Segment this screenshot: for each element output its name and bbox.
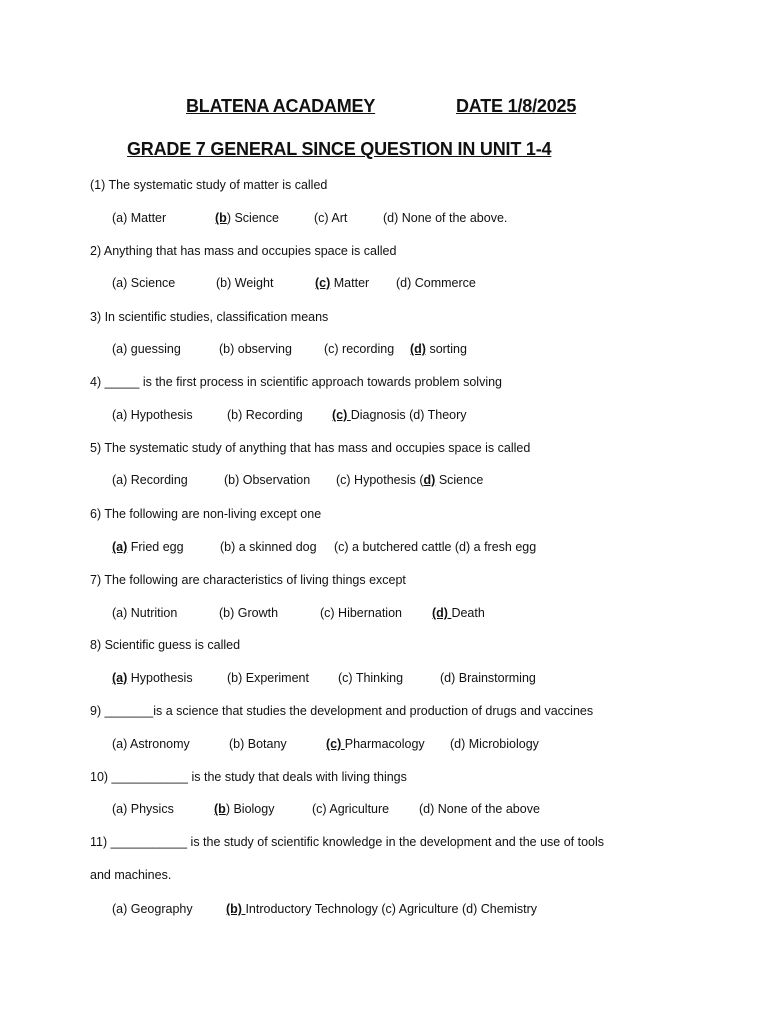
answer-option — [336, 473, 483, 487]
question-text: 5) The systematic study of anything that has mass and occupies space is called — [90, 441, 531, 455]
answer-option — [320, 606, 402, 620]
option-text: Introductory Technology (c) Agriculture (d) Chemistry — [245, 902, 537, 916]
answer-option — [112, 276, 175, 290]
exam-date: DATE 1/8/2025 — [456, 96, 577, 116]
answer-option — [219, 606, 278, 620]
answer-option — [112, 902, 193, 916]
option-text: sorting — [425, 342, 467, 356]
marked-answer-letter: (d) — [432, 606, 452, 620]
answer-option — [224, 473, 310, 487]
option-text: (c) Hibernation — [320, 606, 402, 620]
option-text: (b) a skinned dog — [220, 540, 317, 554]
marked-answer-letter: (c) — [326, 737, 345, 751]
answer-option — [112, 211, 166, 225]
option-text: Hypothesis — [127, 671, 193, 685]
option-text: Diagnosis (d) Theory — [350, 408, 467, 422]
answer-option — [419, 802, 540, 816]
option-text: (d) Brainstorming — [440, 671, 536, 685]
answer-option — [334, 540, 536, 554]
option-text: (c) a butchered cattle (d) a fresh egg — [334, 540, 537, 554]
option-text: Fried egg — [127, 540, 184, 554]
answer-option — [432, 606, 485, 620]
option-text: (a) Astronomy — [112, 737, 190, 751]
option-text: (c) Art — [314, 211, 348, 225]
answer-option — [216, 276, 273, 290]
answer-option — [338, 671, 403, 685]
option-text: (a) Recording — [112, 473, 188, 487]
option-text: (b) Weight — [216, 276, 274, 290]
option-text: (b) Botany — [229, 737, 287, 751]
option-text: (d) Microbiology — [450, 737, 539, 751]
marked-answer-letter: (c) — [315, 276, 331, 290]
option-text: ) Science — [226, 211, 279, 225]
answer-option — [324, 342, 394, 356]
marked-answer-letter: (b) — [226, 902, 246, 916]
option-text: (d) Commerce — [396, 276, 476, 290]
answer-option — [215, 211, 279, 225]
answer-option — [229, 737, 287, 751]
question-text: 4) _____ is the first process in scientific approach towards problem solving — [90, 375, 503, 389]
answer-option — [396, 276, 476, 290]
answer-option — [440, 671, 536, 685]
marked-answer-letter: (a) — [112, 671, 128, 685]
answer-option — [227, 671, 309, 685]
answer-option — [312, 802, 389, 816]
answer-option — [112, 473, 188, 487]
worksheet-title: GRADE 7 GENERAL SINCE QUESTION IN UNIT 1-4 — [127, 139, 552, 159]
marked-answer-letter: (b — [214, 802, 226, 816]
question-text: (1) The systematic study of matter is called — [90, 178, 328, 192]
question-text: 9) _______is a science that studies the development and production of drugs and vaccines — [90, 704, 594, 718]
option-text: (a) Matter — [112, 211, 167, 225]
option-text: Death — [451, 606, 485, 620]
option-text: (b) Growth — [219, 606, 279, 620]
option-text: Matter — [330, 276, 370, 290]
marked-answer-letter: (a) — [112, 540, 128, 554]
answer-option — [112, 606, 177, 620]
option-text: (a) Science — [112, 276, 176, 290]
marked-answer-letter: (c) — [332, 408, 351, 422]
answer-option — [220, 540, 317, 554]
school-name: BLATENA ACADAMEY — [186, 96, 376, 116]
option-text: (d) None of the above — [419, 802, 540, 816]
option-text: (c) Thinking — [338, 671, 404, 685]
answer-option — [226, 902, 537, 916]
option-text: (a) Physics — [112, 802, 174, 816]
option-text: (d) None of the above. — [383, 211, 508, 225]
option-text: (a) guessing — [112, 342, 181, 356]
marked-answer-letter: d) — [423, 473, 436, 487]
option-text: (c) Hypothesis ( — [336, 473, 424, 487]
marked-answer-letter: (b — [215, 211, 227, 225]
answer-option — [112, 342, 181, 356]
option-text: Pharmacology — [344, 737, 425, 751]
question-text: 11) ___________ is the study of scientific knowledge in the development and the use of tools — [90, 835, 605, 849]
answer-option — [112, 802, 174, 816]
question-text: 8) Scientific guess is called — [90, 638, 241, 652]
answer-option — [326, 737, 425, 751]
answer-option — [112, 408, 193, 422]
question-text: 7) The following are characteristics of living things except — [90, 573, 406, 587]
question-text: 10) ___________ is the study that deals with living things — [90, 770, 407, 784]
question-text: 6) The following are non-living except one — [90, 507, 322, 521]
question-text: 2) Anything that has mass and occupies space is called — [90, 244, 397, 258]
marked-answer-letter: (d) — [410, 342, 426, 356]
answer-option — [315, 276, 369, 290]
answer-option — [214, 802, 274, 816]
option-text: (b) observing — [219, 342, 292, 356]
answer-option — [112, 671, 193, 685]
option-text: (c) recording — [324, 342, 395, 356]
answer-option — [410, 342, 467, 356]
option-text: (a) Nutrition — [112, 606, 178, 620]
option-text: (a) Geography — [112, 902, 193, 916]
answer-option — [450, 737, 539, 751]
answer-option — [112, 737, 190, 751]
question-text: 3) In scientific studies, classification means — [90, 310, 329, 324]
option-text: Science — [435, 473, 484, 487]
answer-option — [383, 211, 507, 225]
question-text-continuation: and machines. — [90, 868, 172, 882]
option-text: (a) Hypothesis — [112, 408, 193, 422]
option-text: ) Biology — [225, 802, 275, 816]
answer-option — [314, 211, 347, 225]
answer-option — [219, 342, 292, 356]
option-text: (c) Agriculture — [312, 802, 390, 816]
option-text: (b) Observation — [224, 473, 311, 487]
option-text: (b) Experiment — [227, 671, 309, 685]
option-text: (b) Recording — [227, 408, 303, 422]
answer-option — [332, 408, 467, 422]
answer-option — [112, 540, 184, 554]
answer-option — [227, 408, 303, 422]
